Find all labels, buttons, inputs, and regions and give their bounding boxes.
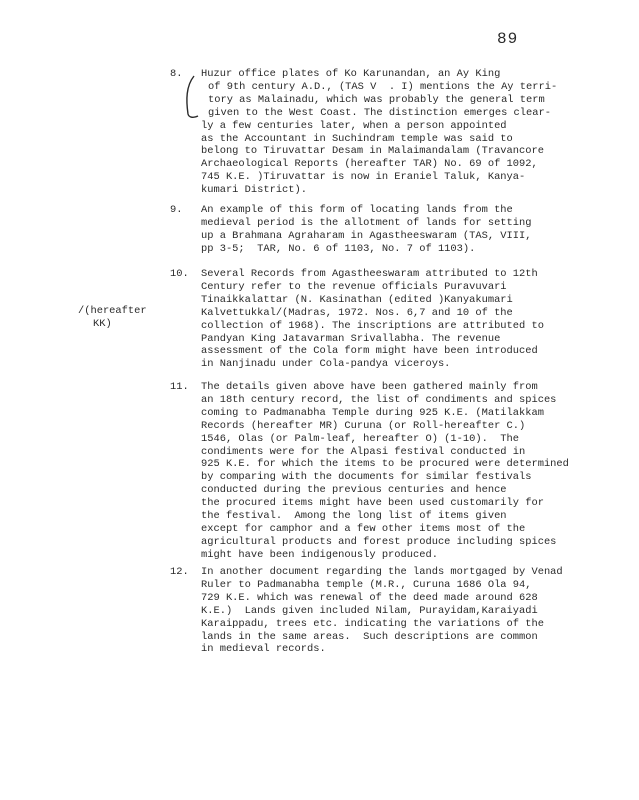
footnote-line: 925 K.E. for which the items to be procured were determined (201, 458, 569, 471)
footnote-line: 729 K.E. which was renewal of the deed made around 628 (201, 591, 538, 604)
footnote-line: in Nanjinadu under Cola-pandya viceroys. (201, 358, 451, 371)
footnote-line: the festival. Among the long list of items given (201, 510, 507, 523)
footnote-10 (170, 268, 610, 371)
footnote-line: an 18th century record, the list of condiments and spices (201, 393, 557, 406)
footnote-line: condiments were for the Alpasi festival conducted in (201, 445, 526, 458)
footnote-number: 10. (170, 268, 189, 280)
footnote-line: 1546, Olas (or Palm-leaf, hereafter O) (1-10). The (201, 432, 520, 445)
footnote-line: except for camphor and a few other items most of the (201, 522, 526, 535)
footnote-line: The details given above have been gathered mainly from (201, 381, 538, 393)
footnote-8 (170, 68, 610, 197)
footnote-line: in medieval records. (201, 643, 326, 656)
footnote-line: tory as Malainadu, which was probably the general term (208, 93, 545, 106)
footnote-line: the procured items might have been used customarily for (201, 497, 544, 510)
footnote-line: Huzur office plates of Ko Karunandan, an Ay King (201, 68, 501, 80)
footnote-number: 11. (170, 381, 189, 393)
footnote-line: collection of 1968). The inscriptions are attributed to (201, 319, 544, 332)
footnote-line: 745 K.E. )Tiruvattar is now in Eraniel Taluk, Kanya- (201, 171, 526, 184)
footnote-line: Ruler to Padmanabha temple (M.R., Curuna 1686 Ola 94, (201, 578, 532, 591)
footnote-line: of 9th century A.D., (TAS V . I) mentions the Ay terri- (208, 80, 558, 93)
footnote-number: 9. (170, 204, 183, 216)
footnote-number: 8. (170, 68, 183, 80)
footnote-line: Records (hereafter MR) Curuna (or Roll-hereafter C.) (201, 419, 526, 432)
footnote-line: Century refer to the revenue officials Puravuvari (201, 280, 507, 293)
footnote-line: K.E.) Lands given included Nilam, Purayidam,Karaiyadi (201, 604, 538, 617)
margin-annotation (78, 305, 158, 331)
footnote-line: ly a few centuries later, when a person appointed (201, 119, 507, 132)
footnote-line: Several Records from Agastheeswaram attributed to 12th (201, 268, 538, 280)
footnote-line: medieval period is the allotment of lands for setting (201, 216, 532, 229)
footnote-line: Pandyan King Jatavarman Srivallabha. The revenue (201, 332, 501, 345)
footnote-line: might have been indigenously produced. (201, 548, 438, 561)
footnote-9 (170, 204, 610, 256)
footnote-12 (170, 566, 610, 656)
footnote-line: Kalvettukkal/(Madras, 1972. Nos. 6,7 and 10 of the (201, 306, 513, 319)
footnote-line: up a Brahmana Agraharam in Agastheeswaram (TAS, VIII, (201, 229, 532, 242)
footnote-line: belong to Tiruvattar Desam in Malaimandalam (Travancore (201, 145, 544, 158)
footnote-line: An example of this form of locating lands from the (201, 204, 513, 216)
footnote-line: kumari District). (201, 184, 308, 197)
footnote-line: Tinaikkalattar (N. Kasinathan (edited )Kanyakumari (201, 293, 513, 306)
footnote-line: given to the West Coast. The distinction emerges clear- (208, 106, 551, 119)
footnote-line: lands in the same areas. Such descriptions are common (201, 630, 538, 643)
page-number: 89 (497, 30, 519, 48)
footnote-line: In another document regarding the lands mortgaged by Venad (201, 566, 563, 578)
margin-annotation-line: KK) (93, 318, 112, 330)
footnote-line: conducted during the previous centuries and hence (201, 484, 507, 497)
footnote-line: Karaippadu, trees etc. indicating the variations of the (201, 617, 544, 630)
footnote-number: 12. (170, 566, 189, 578)
footnote-line: as the Accountant in Suchindram temple was said to (201, 132, 513, 145)
footnote-line: by comparing with the documents for similar festivals (201, 471, 532, 484)
footnote-line: agricultural products and forest produce including spices (201, 535, 557, 548)
footnote-11 (170, 381, 610, 562)
margin-annotation-line: /(hereafter (78, 305, 147, 317)
footnote-line: pp 3-5; TAR, No. 6 of 1103, No. 7 of 1103). (201, 242, 476, 255)
footnote-line: coming to Padmanabha Temple during 925 K.E. (Matilakkam (201, 406, 544, 419)
footnote-line: Archaeological Reports (hereafter TAR) No. 69 of 1092, (201, 158, 538, 171)
footnote-line: assessment of the Cola form might have been introduced (201, 345, 538, 358)
